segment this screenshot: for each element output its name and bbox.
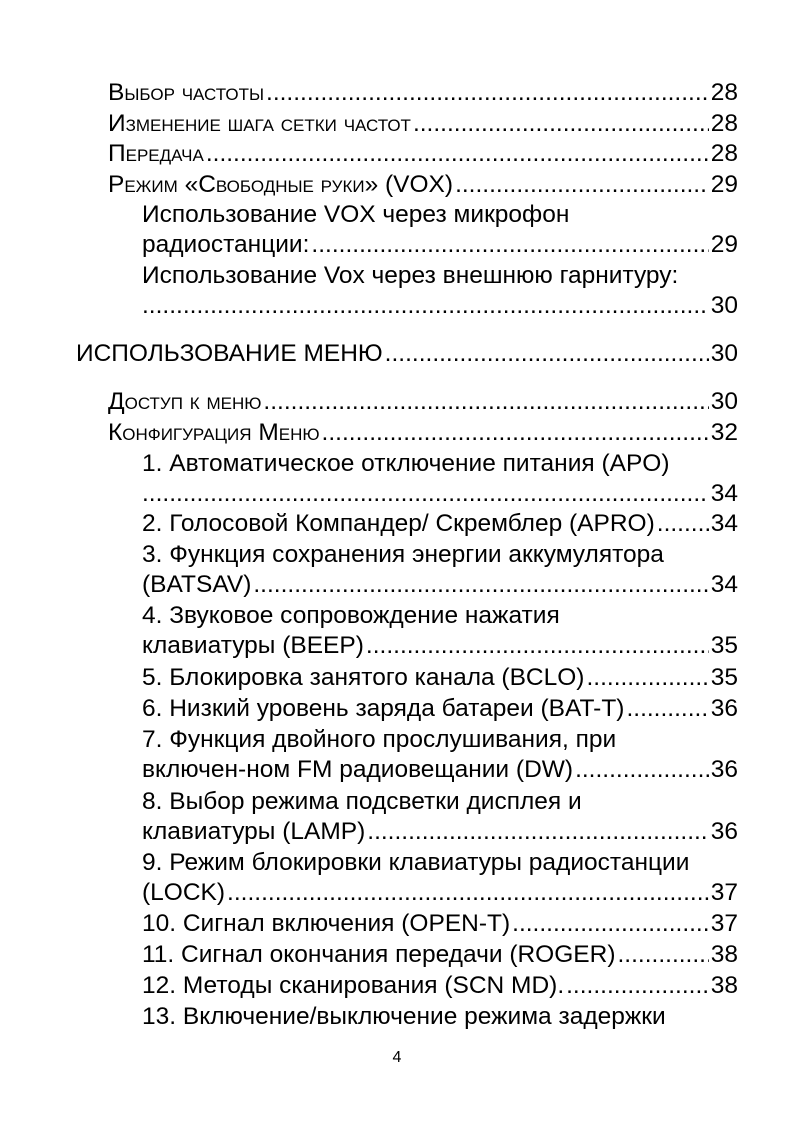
toc-entry-line1: 8. Выбор режима подсветки дисплея и <box>142 788 582 815</box>
toc-entry-delay <box>142 1002 738 1032</box>
toc-entry-line1: 1. Автоматическое отключение питания (APO) <box>142 450 670 477</box>
toc-entry-page: 29 <box>710 231 738 258</box>
toc-entry-line1: 9. Режим блокировки клавиатуры радиостанции <box>142 849 690 876</box>
toc-entry-page: 35 <box>710 664 738 691</box>
toc-entry-step-change <box>108 109 738 139</box>
toc-entry-page: 30 <box>710 388 738 415</box>
toc-entry-page: 34 <box>710 510 738 537</box>
toc-entry-page: 36 <box>710 818 738 845</box>
toc-entry-apro <box>142 509 738 539</box>
toc-entry-title: (BATSAV) <box>142 571 252 598</box>
toc-entry-title: ИСПОЛЬЗОВАНИЕ МЕНЮ <box>76 340 383 367</box>
toc-entry-line1: 13. Включение/выключение режима задержки <box>142 1003 666 1030</box>
toc-entry-page: 28 <box>710 140 738 167</box>
toc-entry-page: 38 <box>710 941 738 968</box>
toc-entry-vox-mic <box>142 200 738 260</box>
toc-entry-title: включен-ном FM радиовещании (DW) <box>142 756 574 783</box>
page-number: 4 <box>392 1049 402 1066</box>
toc-entry-title: 2. Голосовой Компандер/ Скремблер (APRO) <box>142 510 655 537</box>
toc-entry-line1: 3. Функция сохранения энергии аккумулятора <box>142 541 664 568</box>
toc-entry-line1: Использование VOX через микрофон <box>142 201 570 228</box>
toc-entry-page: 37 <box>710 910 738 937</box>
toc-entry-line1: 4. Звуковое сопровождение нажатия <box>142 602 560 629</box>
toc-entry-page: 36 <box>710 756 738 783</box>
toc-entry-title: Конфигурация Меню <box>108 419 320 446</box>
toc-entry-page: 35 <box>710 632 738 659</box>
toc-entry-transmit <box>108 139 738 169</box>
toc-entry-open-t <box>142 909 738 939</box>
toc-entry-menu-usage <box>76 339 738 369</box>
toc-entry-title: (LOCK) <box>142 879 226 906</box>
toc-entry-batsav <box>142 540 738 600</box>
toc-entry-page: 36 <box>710 695 738 722</box>
toc-entry-menu-config <box>108 418 738 448</box>
toc-entry-lock <box>142 848 738 908</box>
toc-entry-page: 37 <box>710 879 738 906</box>
toc-entry-vox-headset <box>142 261 738 321</box>
toc-entry-beep <box>142 601 738 661</box>
toc-entry-title: Передача <box>108 140 204 167</box>
toc-entry-title: Изменение шага сетки частот <box>108 110 411 137</box>
toc-entry-page: 30 <box>710 292 738 319</box>
toc-entry-page: 34 <box>710 571 738 598</box>
toc-entry-page: 28 <box>710 79 738 106</box>
toc-entry-title: 5. Блокировка занятого канала (BCLO) <box>142 664 585 691</box>
toc-entry-apo <box>142 449 738 509</box>
toc-entry-title: 10. Сигнал включения (OPEN-T) <box>142 910 511 937</box>
toc-entry-page: 38 <box>710 972 738 999</box>
toc-entry-lamp <box>142 787 738 847</box>
toc-entry-scn-md <box>142 971 738 1001</box>
toc-entry-bclo <box>142 663 738 693</box>
toc-entry-title: радиостанции: <box>142 231 310 258</box>
toc-entry-line1: Использование Vox через внешнюю гарнитуру: <box>142 262 679 289</box>
toc-entry-title: Доступ к меню <box>108 388 262 415</box>
toc-entry-roger <box>142 940 738 970</box>
toc-entry-bat-t <box>142 694 738 724</box>
toc-entry-line1: 7. Функция двойного прослушивания, при <box>142 726 617 753</box>
toc-entry-title: Выбор частоты <box>108 79 265 106</box>
toc-entry-page: 34 <box>710 480 738 507</box>
toc-entry-vox <box>108 170 738 200</box>
toc-entry-menu-access <box>108 387 738 417</box>
toc-entry-page: 32 <box>710 419 738 446</box>
toc-entry-title: клавиатуры (LAMP) <box>142 818 366 845</box>
toc-entry-title: 12. Методы сканирования (SCN MD). <box>142 972 565 999</box>
toc-entry-page: 29 <box>710 171 738 198</box>
toc-entry-page: 28 <box>710 110 738 137</box>
toc-entry-dw <box>142 725 738 785</box>
toc-entry-title: клавиатуры (BEEP) <box>142 632 364 659</box>
toc-entry-title: Режим «Свободные руки» (VOX) <box>108 171 454 198</box>
toc-entry-page: 30 <box>710 340 738 367</box>
toc-entry-title: 6. Низкий уровень заряда батареи (BAT-T) <box>142 695 625 722</box>
toc-entry-title: 11. Сигнал окончания передачи (ROGER) <box>142 941 616 968</box>
toc-entry-frequency-select <box>108 78 738 108</box>
